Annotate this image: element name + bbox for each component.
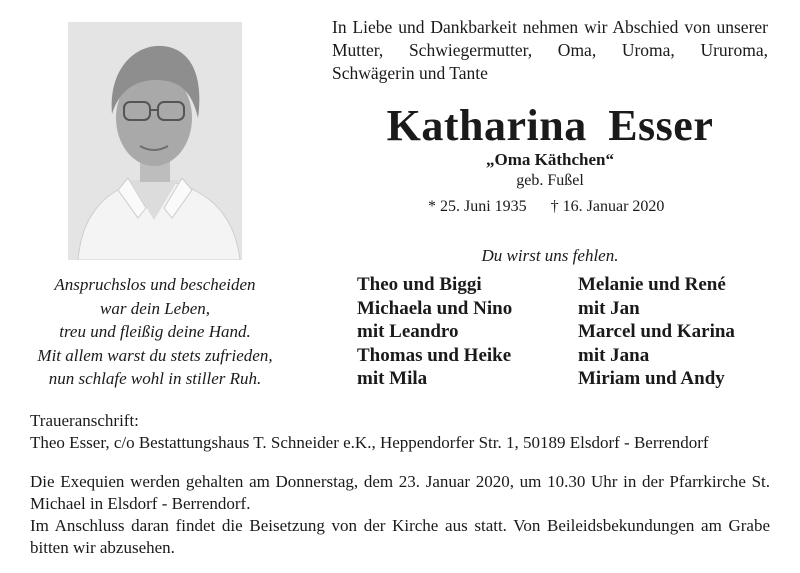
family-member: mit Leandro xyxy=(357,321,459,342)
family-member: Melanie und René xyxy=(578,274,726,295)
poem-line: Mit allem warst du stets zufrieden, xyxy=(37,345,273,365)
missing-line: Du wirst uns fehlen. xyxy=(481,246,619,265)
deceased-nickname: „Oma Käthchen“ xyxy=(486,150,614,169)
family-member: Miriam und Andy xyxy=(578,368,725,389)
address-heading: Traueranschrift: xyxy=(30,411,139,430)
life-dates xyxy=(428,198,664,216)
birth-date: * 25. Juni 1935 xyxy=(428,198,527,215)
family-member: Theo und Biggi xyxy=(357,274,482,295)
address-line: Theo Esser, c/o Bestattungshaus T. Schneider e.K., Heppendorfer Str. 1, 50189 Elsdorf - Berrendorf xyxy=(30,433,709,452)
service-info xyxy=(30,471,770,559)
family-member: Thomas und Heike xyxy=(357,344,512,366)
family-member: mit Jana xyxy=(578,344,650,366)
family-member: mit Jan xyxy=(578,297,640,319)
family-member: Marcel und Karina xyxy=(578,321,735,342)
burial-paragraph: Im Anschluss daran findet die Beisetzung von der Kirche aus statt. Von Beileidsbekundungen am Grabe bitten wir abzusehen. xyxy=(30,516,770,557)
poem-line: Anspruchslos und bescheiden xyxy=(54,275,256,294)
intro-text: In Liebe und Dankbarkeit nehmen wir Abschied von unserer Mutter, Schwiegermutter, Oma, Uroma, Ururoma, Schwägerin und Tante xyxy=(332,17,768,83)
mourning-address xyxy=(30,410,770,454)
deceased-name: Katharina Esser xyxy=(386,101,714,150)
family-member: mit Mila xyxy=(357,368,428,389)
poem-line: nun schlafe wohl in stiller Ruh. xyxy=(48,369,262,388)
poem-line: treu und fleißig deine Hand. xyxy=(59,322,251,341)
family-member: Michaela und Nino xyxy=(357,297,513,319)
family-list-left xyxy=(357,273,512,391)
poem xyxy=(20,273,290,391)
poem-line: war dein Leben, xyxy=(99,298,211,318)
birth-name: geb. Fußel xyxy=(516,172,584,189)
service-paragraph: Die Exequien werden gehalten am Donnerstag, dem 23. Januar 2020, um 10.30 Uhr in der Pfarrkirche St. Michael in Elsdorf - Berrendorf. xyxy=(30,472,770,513)
family-list-right xyxy=(578,273,735,391)
portrait-photo xyxy=(68,22,242,260)
portrait-illustration xyxy=(68,22,242,260)
death-date: † 16. Januar 2020 xyxy=(550,198,665,215)
